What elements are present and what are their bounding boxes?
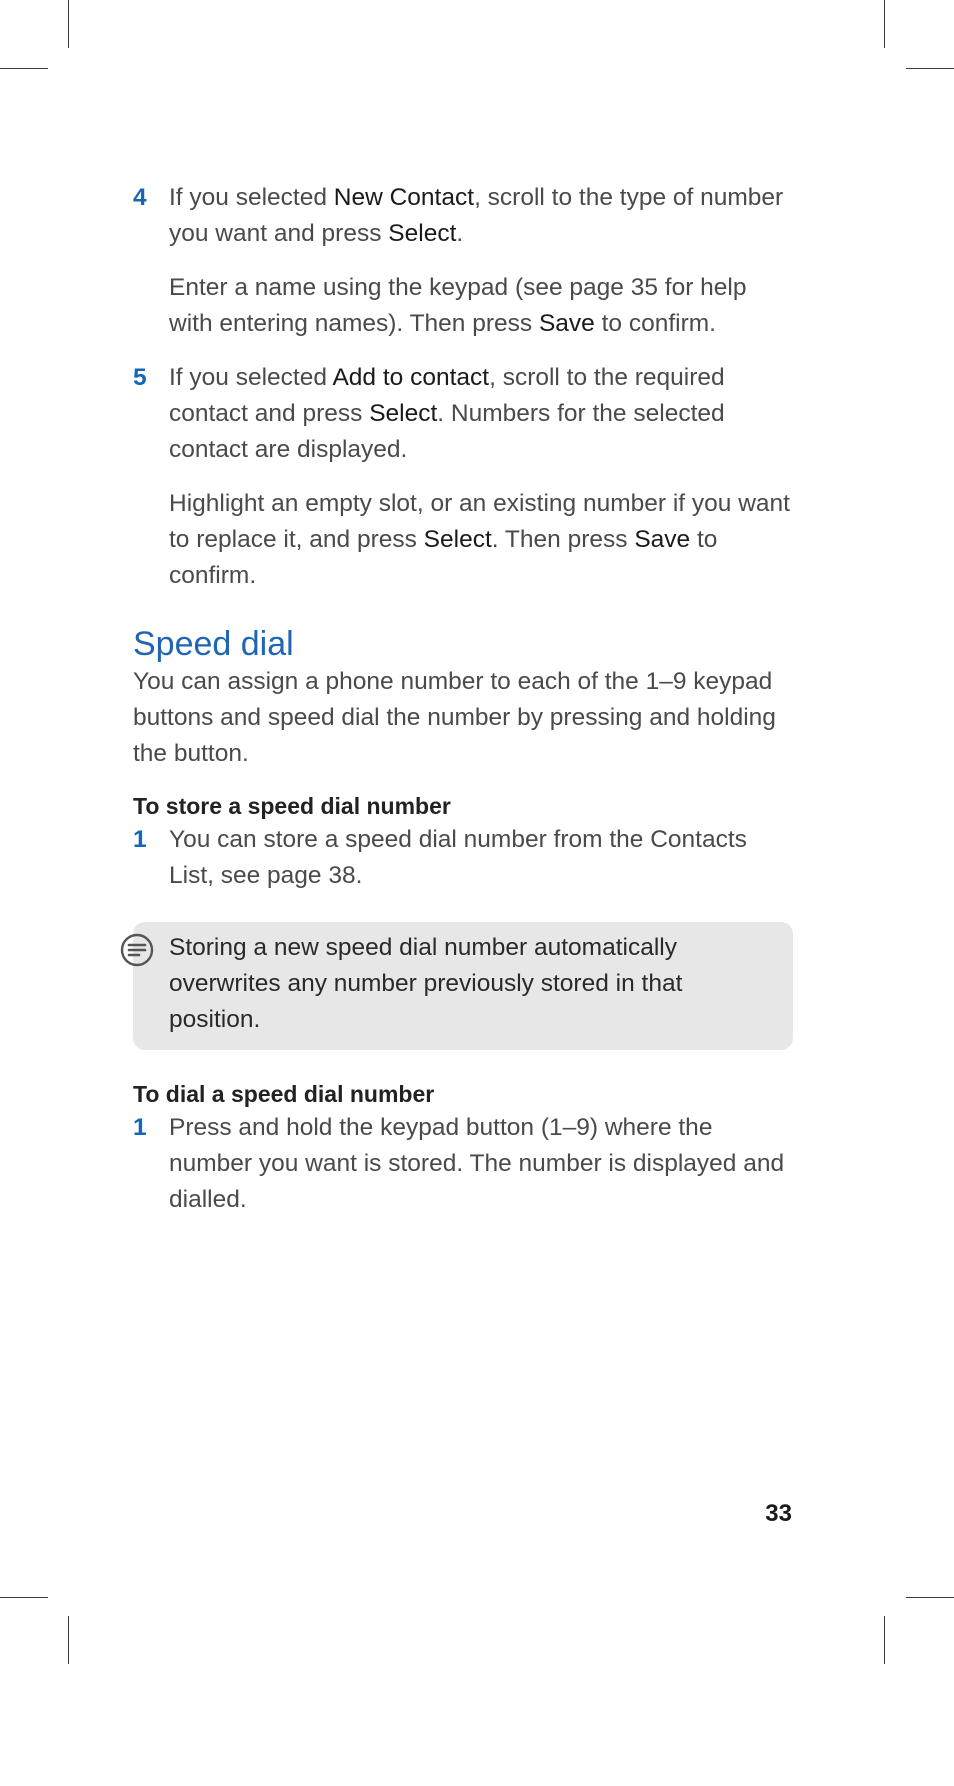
- step-5: [133, 360, 793, 594]
- step-text: Press and hold the keypad button (1–9) where the number you want is stored. The number is displayed and dialled.: [169, 1114, 785, 1213]
- ui-term: New Contact: [333, 184, 475, 211]
- ui-term: Select: [369, 400, 438, 427]
- crop-mark: [68, 1616, 69, 1664]
- section-intro: You can assign a phone number to each of the 1–9 keypad buttons and speed dial the number by pressing and holding the button.: [133, 668, 776, 767]
- crop-mark: [884, 0, 885, 48]
- step-text: [169, 180, 793, 252]
- step-number: 1: [133, 1114, 147, 1141]
- ui-term: Select: [423, 526, 492, 553]
- text: , scroll to the required contact and press: [169, 364, 725, 427]
- section-heading: Speed dial: [133, 625, 294, 663]
- ui-term: Save: [634, 526, 691, 553]
- text: to confirm.: [169, 526, 718, 589]
- step-number: 1: [133, 826, 147, 853]
- ui-term: Select: [388, 220, 457, 247]
- page-content: [133, 180, 793, 1218]
- crop-mark: [906, 68, 954, 69]
- crop-mark: [0, 1597, 48, 1598]
- ui-term: Add to contact: [332, 364, 490, 391]
- text: If you selected: [169, 184, 334, 211]
- ui-term: Save: [538, 310, 595, 337]
- subheading-store: To store a speed dial number: [133, 793, 451, 819]
- crop-mark: [884, 1616, 885, 1664]
- text: . Then press: [491, 526, 635, 553]
- dial-step-1: [133, 1110, 793, 1218]
- text: Enter a name using the keypad (see page 35 for help with entering names). Then press: [169, 274, 747, 337]
- text: If you selected: [169, 364, 333, 391]
- step-extra-text: [169, 270, 793, 342]
- store-step-1: [133, 822, 793, 894]
- crop-mark: [0, 68, 48, 69]
- text: to confirm.: [594, 310, 716, 337]
- text: . Numbers for the selected contact are displayed.: [169, 400, 725, 463]
- step-number: 4: [133, 184, 147, 211]
- crop-mark: [68, 0, 69, 48]
- crop-mark: [906, 1597, 954, 1598]
- text: .: [456, 220, 464, 247]
- step-extra-text: [169, 486, 793, 594]
- note-text: Storing a new speed dial number automatically overwrites any number previously stored in that position.: [169, 934, 683, 1033]
- text: Highlight an empty slot, or an existing number if you want to replace it, and press: [169, 490, 790, 553]
- text: , scroll to the type of number you want and press: [169, 184, 784, 247]
- subheading-dial: To dial a speed dial number: [133, 1081, 435, 1107]
- page-number: 33: [765, 1500, 792, 1527]
- step-text: You can store a speed dial number from the Contacts List, see page 38.: [169, 826, 747, 889]
- step-4: [133, 180, 793, 342]
- step-text: [169, 360, 793, 468]
- note-icon: [119, 932, 155, 968]
- note-box: [133, 922, 793, 1050]
- step-number: 5: [133, 364, 147, 391]
